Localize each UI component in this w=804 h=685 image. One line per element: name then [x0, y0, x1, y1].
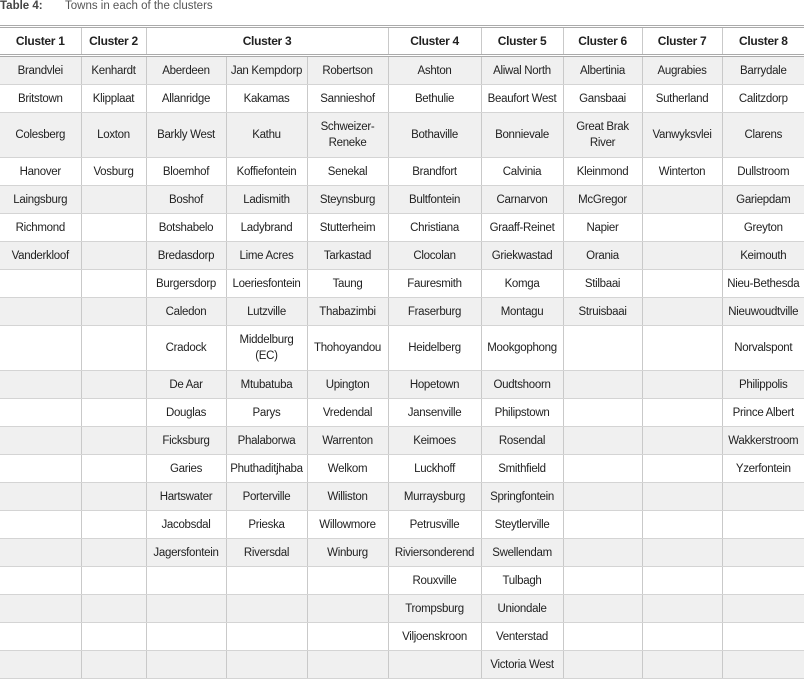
table-cell: Aliwal North — [481, 56, 563, 85]
table-row — [0, 56, 804, 85]
table-cell: Stilbaai — [563, 270, 642, 298]
table-cell — [563, 371, 642, 399]
table-cell — [0, 623, 81, 651]
table-body — [0, 56, 804, 679]
table-cell — [563, 539, 642, 567]
table-cell: Calvinia — [481, 158, 563, 186]
table-cell: Allanridge — [146, 85, 226, 113]
table-cell — [642, 427, 722, 455]
table-cell — [307, 623, 388, 651]
table-row — [0, 595, 804, 623]
table-cell: Victoria West — [481, 651, 563, 679]
table-cell — [226, 567, 307, 595]
header-row — [0, 27, 804, 56]
table-cell: Montagu — [481, 298, 563, 326]
table-cell: Mtubatuba — [226, 371, 307, 399]
table-cell — [642, 186, 722, 214]
table-cell — [81, 186, 146, 214]
column-header: Cluster 7 — [642, 27, 722, 56]
table-cell — [81, 483, 146, 511]
table-cell: Warrenton — [307, 427, 388, 455]
table-cell — [722, 623, 804, 651]
table-cell: Gansbaai — [563, 85, 642, 113]
table-row — [0, 270, 804, 298]
table-cell — [563, 455, 642, 483]
table-cell: Viljoenskroon — [388, 623, 481, 651]
table-cell — [0, 427, 81, 455]
table-cell: Venterstad — [481, 623, 563, 651]
table-cell — [642, 595, 722, 623]
column-header: Cluster 8 — [722, 27, 804, 56]
table-cell: Clarens — [722, 113, 804, 158]
table-cell — [563, 326, 642, 371]
table-cell: Vanwyksvlei — [642, 113, 722, 158]
table-cell — [81, 270, 146, 298]
table-cell: Bethulie — [388, 85, 481, 113]
table-cell: Barkly West — [146, 113, 226, 158]
table-cell: Kakamas — [226, 85, 307, 113]
table-cell — [81, 427, 146, 455]
table-cell — [563, 651, 642, 679]
table-cell: Sannieshof — [307, 85, 388, 113]
table-row — [0, 326, 804, 371]
table-cell — [563, 623, 642, 651]
table-cell — [642, 270, 722, 298]
table-cell — [81, 242, 146, 270]
table-cell — [0, 567, 81, 595]
table-cell: Hopetown — [388, 371, 481, 399]
table-cell — [81, 326, 146, 371]
table-cell: Winburg — [307, 539, 388, 567]
table-caption — [0, 0, 213, 14]
table-cell: Fauresmith — [388, 270, 481, 298]
table-cell: Laingsburg — [0, 186, 81, 214]
table-cell: Parys — [226, 399, 307, 427]
clusters-table — [0, 25, 804, 679]
table-cell — [307, 595, 388, 623]
table-cell — [563, 567, 642, 595]
table-cell: Trompsburg — [388, 595, 481, 623]
table-cell: Brandvlei — [0, 56, 81, 85]
table-cell: Riversdal — [226, 539, 307, 567]
table-cell — [81, 539, 146, 567]
table-cell: Jansenville — [388, 399, 481, 427]
table-cell: Koffiefontein — [226, 158, 307, 186]
table-cell: Middelburg (EC) — [226, 326, 307, 371]
table-cell: Jan Kempdorp — [226, 56, 307, 85]
table-cell — [722, 595, 804, 623]
table-cell: Bothaville — [388, 113, 481, 158]
table-row — [0, 298, 804, 326]
table-cell — [0, 371, 81, 399]
table-cell: Greyton — [722, 214, 804, 242]
table-row — [0, 651, 804, 679]
table-cell — [722, 483, 804, 511]
table-row — [0, 483, 804, 511]
table-row — [0, 511, 804, 539]
table-cell — [642, 326, 722, 371]
table-cell — [563, 511, 642, 539]
table-cell: Caledon — [146, 298, 226, 326]
table-cell — [226, 623, 307, 651]
table-cell: Williston — [307, 483, 388, 511]
table-cell: Robertson — [307, 56, 388, 85]
table-row — [0, 186, 804, 214]
table-cell — [81, 214, 146, 242]
table-cell: Steynsburg — [307, 186, 388, 214]
column-header: Cluster 1 — [0, 27, 81, 56]
table-cell: McGregor — [563, 186, 642, 214]
table-cell — [81, 651, 146, 679]
table-cell — [642, 399, 722, 427]
table-cell: Swellendam — [481, 539, 563, 567]
table-cell — [563, 595, 642, 623]
table-cell — [642, 651, 722, 679]
table-cell: Heidelberg — [388, 326, 481, 371]
table-cell: Christiana — [388, 214, 481, 242]
table-cell: Rouxville — [388, 567, 481, 595]
table-cell: Smithfield — [481, 455, 563, 483]
table-cell: Loeriesfontein — [226, 270, 307, 298]
table-cell: Kenhardt — [81, 56, 146, 85]
table-cell — [146, 567, 226, 595]
table-cell: Dullstroom — [722, 158, 804, 186]
table-cell: Fraserburg — [388, 298, 481, 326]
table-cell: Yzerfontein — [722, 455, 804, 483]
table-cell: Lutzville — [226, 298, 307, 326]
table-cell: Bonnievale — [481, 113, 563, 158]
table-cell: Jagersfontein — [146, 539, 226, 567]
table-cell: Ficksburg — [146, 427, 226, 455]
table-row — [0, 539, 804, 567]
table-cell: Vanderkloof — [0, 242, 81, 270]
table-cell: Clocolan — [388, 242, 481, 270]
table-row — [0, 427, 804, 455]
table-cell — [642, 511, 722, 539]
table-row — [0, 214, 804, 242]
table-cell: Murraysburg — [388, 483, 481, 511]
table-cell — [146, 595, 226, 623]
table-cell — [642, 242, 722, 270]
table-cell: Willowmore — [307, 511, 388, 539]
table-cell: Ashton — [388, 56, 481, 85]
table-cell: Cradock — [146, 326, 226, 371]
table-cell: Beaufort West — [481, 85, 563, 113]
table-cell — [0, 326, 81, 371]
table-cell: Hanover — [0, 158, 81, 186]
table-cell: Tulbagh — [481, 567, 563, 595]
table-cell: Sutherland — [642, 85, 722, 113]
table-row — [0, 623, 804, 651]
table-cell: Wakkerstroom — [722, 427, 804, 455]
table-cell — [81, 623, 146, 651]
table-cell — [642, 455, 722, 483]
table-cell: Orania — [563, 242, 642, 270]
table-cell: Nieuwoudtville — [722, 298, 804, 326]
table-cell: Hartswater — [146, 483, 226, 511]
table-cell — [388, 651, 481, 679]
table-cell: De Aar — [146, 371, 226, 399]
table-cell: Colesberg — [0, 113, 81, 158]
table-cell: Oudtshoorn — [481, 371, 563, 399]
table-cell: Boshof — [146, 186, 226, 214]
table-cell: Phalaborwa — [226, 427, 307, 455]
table-cell: Albertinia — [563, 56, 642, 85]
table-cell: Nieu-Bethesda — [722, 270, 804, 298]
table-cell — [0, 270, 81, 298]
table-cell: Garies — [146, 455, 226, 483]
table-cell: Schweizer-Reneke — [307, 113, 388, 158]
table-cell: Calitzdorp — [722, 85, 804, 113]
table-number: Table 4: — [0, 0, 43, 12]
table-cell — [0, 511, 81, 539]
table-cell: Taung — [307, 270, 388, 298]
table-cell — [642, 214, 722, 242]
table-cell: Thabazimbi — [307, 298, 388, 326]
table-cell — [0, 455, 81, 483]
table-row — [0, 371, 804, 399]
table-cell — [0, 595, 81, 623]
table-cell: Winterton — [642, 158, 722, 186]
table-cell: Jacobsdal — [146, 511, 226, 539]
table-cell — [642, 371, 722, 399]
table-cell — [642, 483, 722, 511]
table-cell: Kathu — [226, 113, 307, 158]
table-cell: Britstown — [0, 85, 81, 113]
table-row — [0, 158, 804, 186]
table-cell: Barrydale — [722, 56, 804, 85]
table-cell — [0, 298, 81, 326]
table-row — [0, 113, 804, 158]
table-cell: Keimoes — [388, 427, 481, 455]
table-cell: Keimouth — [722, 242, 804, 270]
table-cell: Botshabelo — [146, 214, 226, 242]
table-cell — [146, 651, 226, 679]
table-cell: Ladybrand — [226, 214, 307, 242]
table-cell — [226, 595, 307, 623]
table-cell — [307, 651, 388, 679]
table-cell — [563, 483, 642, 511]
table-cell: Upington — [307, 371, 388, 399]
table-cell — [0, 651, 81, 679]
table-cell: Philipstown — [481, 399, 563, 427]
table-cell — [642, 623, 722, 651]
table-cell: Porterville — [226, 483, 307, 511]
table-cell: Douglas — [146, 399, 226, 427]
table-cell — [81, 371, 146, 399]
table-cell — [642, 539, 722, 567]
table-cell — [81, 399, 146, 427]
table-cell — [226, 651, 307, 679]
table-cell: Welkom — [307, 455, 388, 483]
table-cell: Loxton — [81, 113, 146, 158]
table-row — [0, 242, 804, 270]
table-cell: Graaff-Reinet — [481, 214, 563, 242]
table-cell — [81, 511, 146, 539]
table-cell: Ladismith — [226, 186, 307, 214]
table-cell: Komga — [481, 270, 563, 298]
table-cell: Norvalspont — [722, 326, 804, 371]
table-cell: Great Brak River — [563, 113, 642, 158]
table-cell — [642, 298, 722, 326]
table-cell: Tarkastad — [307, 242, 388, 270]
table-cell — [563, 399, 642, 427]
table-row — [0, 399, 804, 427]
column-header: Cluster 6 — [563, 27, 642, 56]
table-cell: Uniondale — [481, 595, 563, 623]
table-cell: Bloemhof — [146, 158, 226, 186]
column-header: Cluster 3 — [146, 27, 388, 56]
table-cell: Philippolis — [722, 371, 804, 399]
table-row — [0, 567, 804, 595]
table-cell — [563, 427, 642, 455]
table-cell — [722, 539, 804, 567]
table-cell: Bredasdorp — [146, 242, 226, 270]
table-cell — [81, 298, 146, 326]
table-cell: Vredendal — [307, 399, 388, 427]
table-row — [0, 85, 804, 113]
table-cell — [642, 567, 722, 595]
table-cell: Kleinmond — [563, 158, 642, 186]
table-cell: Prince Albert — [722, 399, 804, 427]
table-cell: Klipplaat — [81, 85, 146, 113]
table-cell — [81, 567, 146, 595]
table-cell: Vosburg — [81, 158, 146, 186]
table-cell: Petrusville — [388, 511, 481, 539]
table-cell: Burgersdorp — [146, 270, 226, 298]
table-cell: Luckhoff — [388, 455, 481, 483]
column-header: Cluster 5 — [481, 27, 563, 56]
table-title: Towns in each of the clusters — [65, 0, 213, 12]
table-cell: Lime Acres — [226, 242, 307, 270]
table-cell: Senekal — [307, 158, 388, 186]
table-cell — [722, 651, 804, 679]
table-cell: Stutterheim — [307, 214, 388, 242]
table-cell: Riviersonderend — [388, 539, 481, 567]
table-cell: Prieska — [226, 511, 307, 539]
column-header: Cluster 2 — [81, 27, 146, 56]
table-cell: Springfontein — [481, 483, 563, 511]
table-cell: Griekwastad — [481, 242, 563, 270]
table-cell: Thohoyandou — [307, 326, 388, 371]
table-cell: Napier — [563, 214, 642, 242]
table-cell: Mookgophong — [481, 326, 563, 371]
table-cell — [146, 623, 226, 651]
table-cell: Gariepdam — [722, 186, 804, 214]
table-cell: Brandfort — [388, 158, 481, 186]
table-row — [0, 455, 804, 483]
column-header: Cluster 4 — [388, 27, 481, 56]
table-cell: Struisbaai — [563, 298, 642, 326]
table-cell — [307, 567, 388, 595]
table-cell: Bultfontein — [388, 186, 481, 214]
table-cell: Steytlerville — [481, 511, 563, 539]
table-cell — [722, 567, 804, 595]
table-cell — [0, 539, 81, 567]
table-cell: Carnarvon — [481, 186, 563, 214]
table-cell — [722, 511, 804, 539]
table-cell — [0, 483, 81, 511]
table-cell — [81, 455, 146, 483]
table-cell — [0, 399, 81, 427]
table-cell: Augrabies — [642, 56, 722, 85]
table-cell: Phuthaditjhaba — [226, 455, 307, 483]
table-cell: Rosendal — [481, 427, 563, 455]
table-cell: Aberdeen — [146, 56, 226, 85]
table-cell — [81, 595, 146, 623]
table-cell: Richmond — [0, 214, 81, 242]
